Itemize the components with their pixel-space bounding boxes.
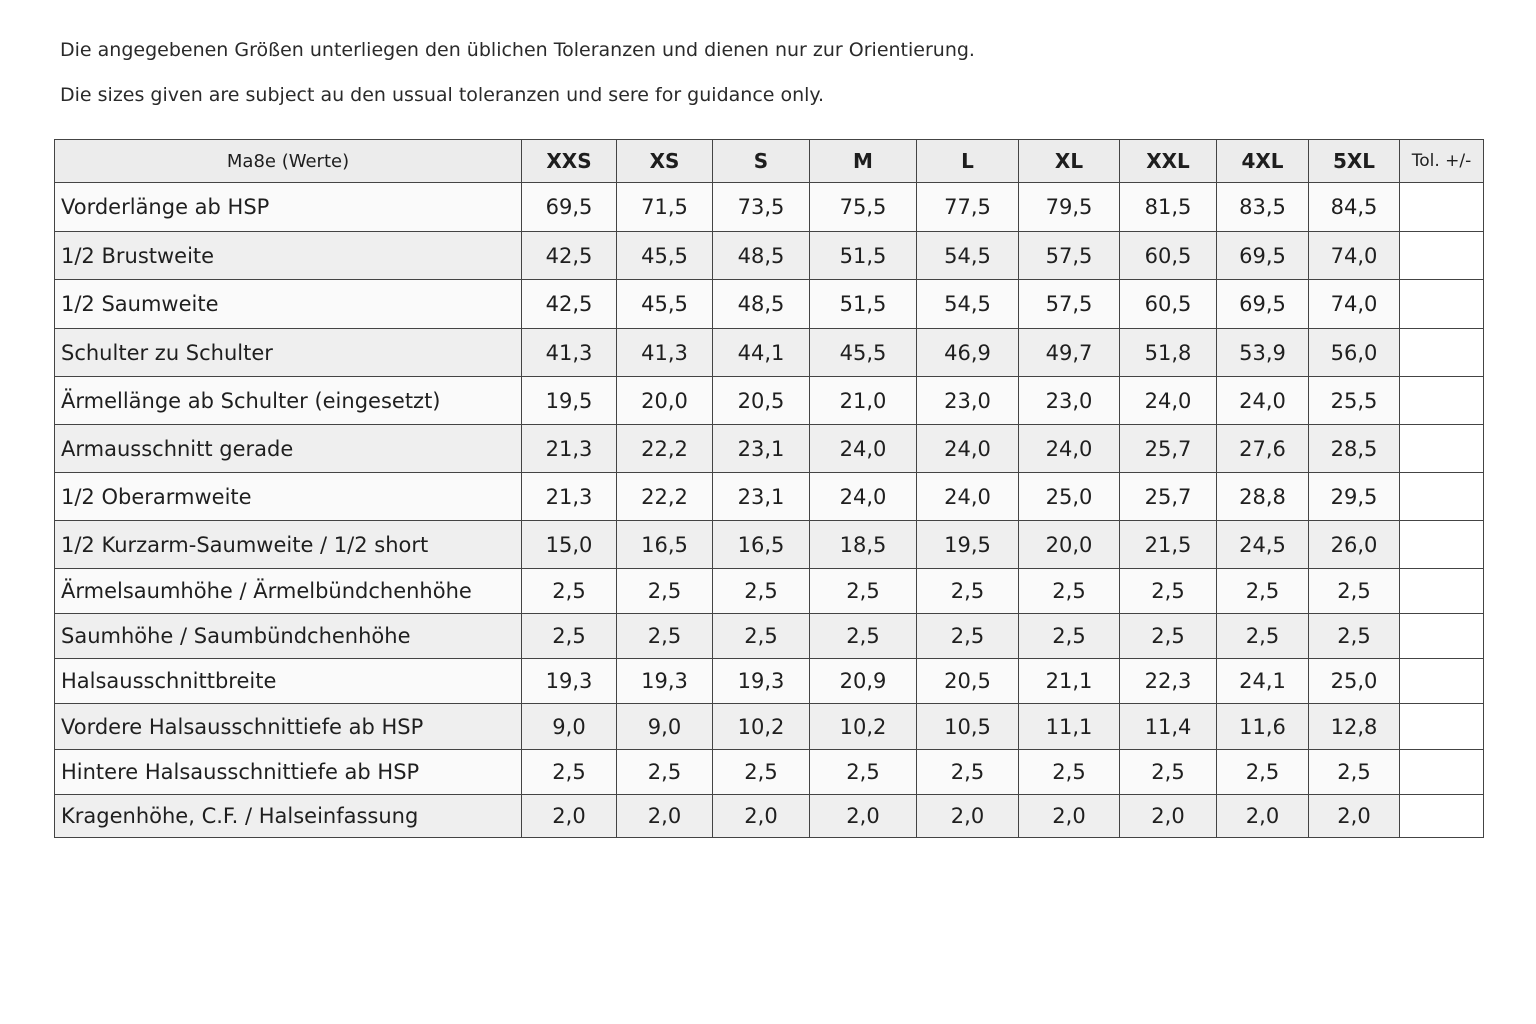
measurement-value-m: 21,0 xyxy=(810,377,917,425)
measurement-value-xl: 23,0 xyxy=(1019,377,1120,425)
measurement-value-s: 2,5 xyxy=(713,569,810,614)
measurement-value-4xl: 69,5 xyxy=(1217,280,1309,329)
tolerance-value xyxy=(1400,521,1484,569)
table-row xyxy=(55,280,1484,329)
size-header-5xl: 5XL xyxy=(1309,140,1400,183)
measurement-label: Hintere Halsausschnittiefe ab HSP xyxy=(55,750,522,795)
measurement-value-xs: 45,5 xyxy=(617,280,713,329)
measurement-value-l: 2,0 xyxy=(917,795,1019,838)
table-row xyxy=(55,232,1484,280)
table-row xyxy=(55,425,1484,473)
measurement-value-xxl: 51,8 xyxy=(1120,329,1217,377)
measurement-value-5xl: 28,5 xyxy=(1309,425,1400,473)
measurement-value-xxs: 42,5 xyxy=(522,232,617,280)
measurement-value-xs: 2,5 xyxy=(617,614,713,659)
measurement-label: Vorderlänge ab HSP xyxy=(55,183,522,232)
measurement-value-xxs: 2,5 xyxy=(522,614,617,659)
table-row xyxy=(55,614,1484,659)
measurement-value-l: 24,0 xyxy=(917,425,1019,473)
measurement-value-xxs: 15,0 xyxy=(522,521,617,569)
size-header-xs: XS xyxy=(617,140,713,183)
measurement-label: Armausschnitt gerade xyxy=(55,425,522,473)
tolerance-value xyxy=(1400,795,1484,838)
measurement-value-xxl: 25,7 xyxy=(1120,425,1217,473)
tolerance-value xyxy=(1400,232,1484,280)
size-header-s: S xyxy=(713,140,810,183)
measurement-value-xxl: 25,7 xyxy=(1120,473,1217,521)
tolerance-value xyxy=(1400,377,1484,425)
measurement-label: Saumhöhe / Saumbündchenhöhe xyxy=(55,614,522,659)
measurement-value-s: 73,5 xyxy=(713,183,810,232)
measurement-value-xl: 57,5 xyxy=(1019,232,1120,280)
measurement-value-xxs: 42,5 xyxy=(522,280,617,329)
table-header-row xyxy=(55,140,1484,183)
measurement-value-xxs: 2,0 xyxy=(522,795,617,838)
tolerance-value xyxy=(1400,280,1484,329)
size-header-4xl: 4XL xyxy=(1217,140,1309,183)
measurement-label: 1/2 Oberarmweite xyxy=(55,473,522,521)
measurement-value-m: 24,0 xyxy=(810,473,917,521)
measurement-label: 1/2 Brustweite xyxy=(55,232,522,280)
measurement-value-m: 2,5 xyxy=(810,614,917,659)
size-header-xl: XL xyxy=(1019,140,1120,183)
measurement-value-l: 54,5 xyxy=(917,280,1019,329)
table-row xyxy=(55,659,1484,704)
measurement-value-xxs: 41,3 xyxy=(522,329,617,377)
measurement-value-xs: 9,0 xyxy=(617,704,713,750)
measurement-value-4xl: 83,5 xyxy=(1217,183,1309,232)
measurement-value-xl: 20,0 xyxy=(1019,521,1120,569)
measurement-value-m: 51,5 xyxy=(810,280,917,329)
size-header-l: L xyxy=(917,140,1019,183)
measurement-value-xxs: 21,3 xyxy=(522,425,617,473)
tolerance-column-header: Tol. +/- xyxy=(1400,140,1484,183)
measurement-value-s: 20,5 xyxy=(713,377,810,425)
tolerance-note-german: Die angegebenen Größen unterliegen den üblichen Toleranzen und dienen nur zur Orientierung. xyxy=(60,39,975,61)
measurement-value-s: 2,0 xyxy=(713,795,810,838)
measurement-value-4xl: 69,5 xyxy=(1217,232,1309,280)
size-header-xxs: XXS xyxy=(522,140,617,183)
measurement-value-s: 23,1 xyxy=(713,473,810,521)
measurement-value-s: 19,3 xyxy=(713,659,810,704)
table-row xyxy=(55,569,1484,614)
measurement-value-4xl: 2,5 xyxy=(1217,614,1309,659)
measurement-value-5xl: 2,5 xyxy=(1309,569,1400,614)
measurement-value-xxl: 81,5 xyxy=(1120,183,1217,232)
measurement-value-m: 51,5 xyxy=(810,232,917,280)
measurement-value-m: 20,9 xyxy=(810,659,917,704)
measurement-value-4xl: 24,0 xyxy=(1217,377,1309,425)
measurement-value-xl: 24,0 xyxy=(1019,425,1120,473)
tolerance-value xyxy=(1400,569,1484,614)
table-row xyxy=(55,377,1484,425)
size-chart-table xyxy=(54,139,1484,838)
measurement-value-5xl: 56,0 xyxy=(1309,329,1400,377)
measurement-value-5xl: 2,0 xyxy=(1309,795,1400,838)
measurement-value-l: 19,5 xyxy=(917,521,1019,569)
measurement-value-xxl: 60,5 xyxy=(1120,280,1217,329)
measurement-value-s: 2,5 xyxy=(713,614,810,659)
size-header-xxl: XXL xyxy=(1120,140,1217,183)
measurement-label: Kragenhöhe, C.F. / Halseinfassung xyxy=(55,795,522,838)
measurement-value-l: 2,5 xyxy=(917,569,1019,614)
measurement-value-l: 54,5 xyxy=(917,232,1019,280)
measurement-value-4xl: 2,0 xyxy=(1217,795,1309,838)
measurement-value-5xl: 2,5 xyxy=(1309,614,1400,659)
measurement-value-m: 2,5 xyxy=(810,750,917,795)
measurement-value-5xl: 26,0 xyxy=(1309,521,1400,569)
measurement-value-xs: 41,3 xyxy=(617,329,713,377)
measurement-value-4xl: 24,5 xyxy=(1217,521,1309,569)
measurement-value-xxl: 60,5 xyxy=(1120,232,1217,280)
measurement-value-s: 48,5 xyxy=(713,232,810,280)
tolerance-value xyxy=(1400,704,1484,750)
measurement-value-5xl: 74,0 xyxy=(1309,232,1400,280)
measurement-value-xl: 49,7 xyxy=(1019,329,1120,377)
measurement-value-xxs: 19,3 xyxy=(522,659,617,704)
measurement-label: Halsausschnittbreite xyxy=(55,659,522,704)
table-row xyxy=(55,521,1484,569)
measurement-value-m: 18,5 xyxy=(810,521,917,569)
measurement-label: Ärmellänge ab Schulter (eingesetzt) xyxy=(55,377,522,425)
measurement-value-m: 2,0 xyxy=(810,795,917,838)
tolerance-value xyxy=(1400,659,1484,704)
measurement-value-4xl: 24,1 xyxy=(1217,659,1309,704)
measurement-value-xxl: 11,4 xyxy=(1120,704,1217,750)
measurement-value-xxs: 2,5 xyxy=(522,569,617,614)
measurement-value-xs: 22,2 xyxy=(617,473,713,521)
measurement-value-l: 24,0 xyxy=(917,473,1019,521)
table-row xyxy=(55,704,1484,750)
measurement-value-xs: 2,5 xyxy=(617,750,713,795)
measurement-value-s: 48,5 xyxy=(713,280,810,329)
measurement-value-xs: 2,0 xyxy=(617,795,713,838)
size-header-m: M xyxy=(810,140,917,183)
measurement-value-xxl: 2,5 xyxy=(1120,750,1217,795)
table-row xyxy=(55,473,1484,521)
measurement-value-xl: 25,0 xyxy=(1019,473,1120,521)
measurement-value-l: 10,5 xyxy=(917,704,1019,750)
measurement-value-xxs: 2,5 xyxy=(522,750,617,795)
measurement-value-s: 23,1 xyxy=(713,425,810,473)
measurement-value-xl: 57,5 xyxy=(1019,280,1120,329)
measurement-value-l: 23,0 xyxy=(917,377,1019,425)
measurement-label: Vordere Halsausschnittiefe ab HSP xyxy=(55,704,522,750)
measurement-value-xxs: 19,5 xyxy=(522,377,617,425)
measurement-column-header: Ma8e (Werte) xyxy=(55,140,522,183)
measurement-value-m: 2,5 xyxy=(810,569,917,614)
measurement-value-xs: 22,2 xyxy=(617,425,713,473)
measurement-value-4xl: 28,8 xyxy=(1217,473,1309,521)
measurement-value-xl: 11,1 xyxy=(1019,704,1120,750)
measurement-value-m: 45,5 xyxy=(810,329,917,377)
measurement-value-xxl: 2,5 xyxy=(1120,569,1217,614)
measurement-value-s: 44,1 xyxy=(713,329,810,377)
tolerance-note-english: Die sizes given are subject au den ussual toleranzen und sere for guidance only. xyxy=(60,84,825,106)
measurement-value-5xl: 25,5 xyxy=(1309,377,1400,425)
tolerance-value xyxy=(1400,425,1484,473)
measurement-value-s: 10,2 xyxy=(713,704,810,750)
measurement-value-5xl: 25,0 xyxy=(1309,659,1400,704)
measurement-value-xs: 45,5 xyxy=(617,232,713,280)
measurement-value-xs: 16,5 xyxy=(617,521,713,569)
measurement-value-m: 24,0 xyxy=(810,425,917,473)
table-row xyxy=(55,183,1484,232)
measurement-value-xxs: 69,5 xyxy=(522,183,617,232)
measurement-value-xxl: 24,0 xyxy=(1120,377,1217,425)
measurement-value-xl: 2,0 xyxy=(1019,795,1120,838)
measurement-value-5xl: 74,0 xyxy=(1309,280,1400,329)
measurement-value-5xl: 29,5 xyxy=(1309,473,1400,521)
tolerance-value xyxy=(1400,473,1484,521)
measurement-value-l: 77,5 xyxy=(917,183,1019,232)
measurement-value-4xl: 53,9 xyxy=(1217,329,1309,377)
measurement-value-xxs: 9,0 xyxy=(522,704,617,750)
measurement-value-s: 16,5 xyxy=(713,521,810,569)
measurement-value-xl: 2,5 xyxy=(1019,750,1120,795)
measurement-value-4xl: 2,5 xyxy=(1217,750,1309,795)
measurement-value-xs: 20,0 xyxy=(617,377,713,425)
tolerance-value xyxy=(1400,614,1484,659)
measurement-value-l: 2,5 xyxy=(917,614,1019,659)
measurement-value-xxl: 2,0 xyxy=(1120,795,1217,838)
measurement-value-5xl: 84,5 xyxy=(1309,183,1400,232)
measurement-value-m: 10,2 xyxy=(810,704,917,750)
measurement-label: 1/2 Saumweite xyxy=(55,280,522,329)
measurement-value-m: 75,5 xyxy=(810,183,917,232)
measurement-value-l: 2,5 xyxy=(917,750,1019,795)
measurement-value-4xl: 2,5 xyxy=(1217,569,1309,614)
measurement-value-5xl: 12,8 xyxy=(1309,704,1400,750)
tolerance-value xyxy=(1400,329,1484,377)
measurement-value-5xl: 2,5 xyxy=(1309,750,1400,795)
measurement-value-xxs: 21,3 xyxy=(522,473,617,521)
measurement-label: Schulter zu Schulter xyxy=(55,329,522,377)
measurement-value-l: 20,5 xyxy=(917,659,1019,704)
measurement-value-xl: 2,5 xyxy=(1019,614,1120,659)
measurement-value-xxl: 22,3 xyxy=(1120,659,1217,704)
measurement-value-xxl: 2,5 xyxy=(1120,614,1217,659)
measurement-value-xxl: 21,5 xyxy=(1120,521,1217,569)
measurement-value-xs: 71,5 xyxy=(617,183,713,232)
tolerance-value xyxy=(1400,750,1484,795)
measurement-value-s: 2,5 xyxy=(713,750,810,795)
measurement-label: Ärmelsaumhöhe / Ärmelbündchenhöhe xyxy=(55,569,522,614)
measurement-value-4xl: 27,6 xyxy=(1217,425,1309,473)
measurement-value-xl: 79,5 xyxy=(1019,183,1120,232)
measurement-value-xl: 2,5 xyxy=(1019,569,1120,614)
measurement-value-4xl: 11,6 xyxy=(1217,704,1309,750)
measurement-value-xl: 21,1 xyxy=(1019,659,1120,704)
measurement-label: 1/2 Kurzarm-Saumweite / 1/2 short xyxy=(55,521,522,569)
table-body xyxy=(55,183,1484,838)
table-row xyxy=(55,329,1484,377)
table-row xyxy=(55,795,1484,838)
measurement-value-l: 46,9 xyxy=(917,329,1019,377)
measurement-value-xs: 19,3 xyxy=(617,659,713,704)
table-row xyxy=(55,750,1484,795)
tolerance-value xyxy=(1400,183,1484,232)
measurement-value-xs: 2,5 xyxy=(617,569,713,614)
